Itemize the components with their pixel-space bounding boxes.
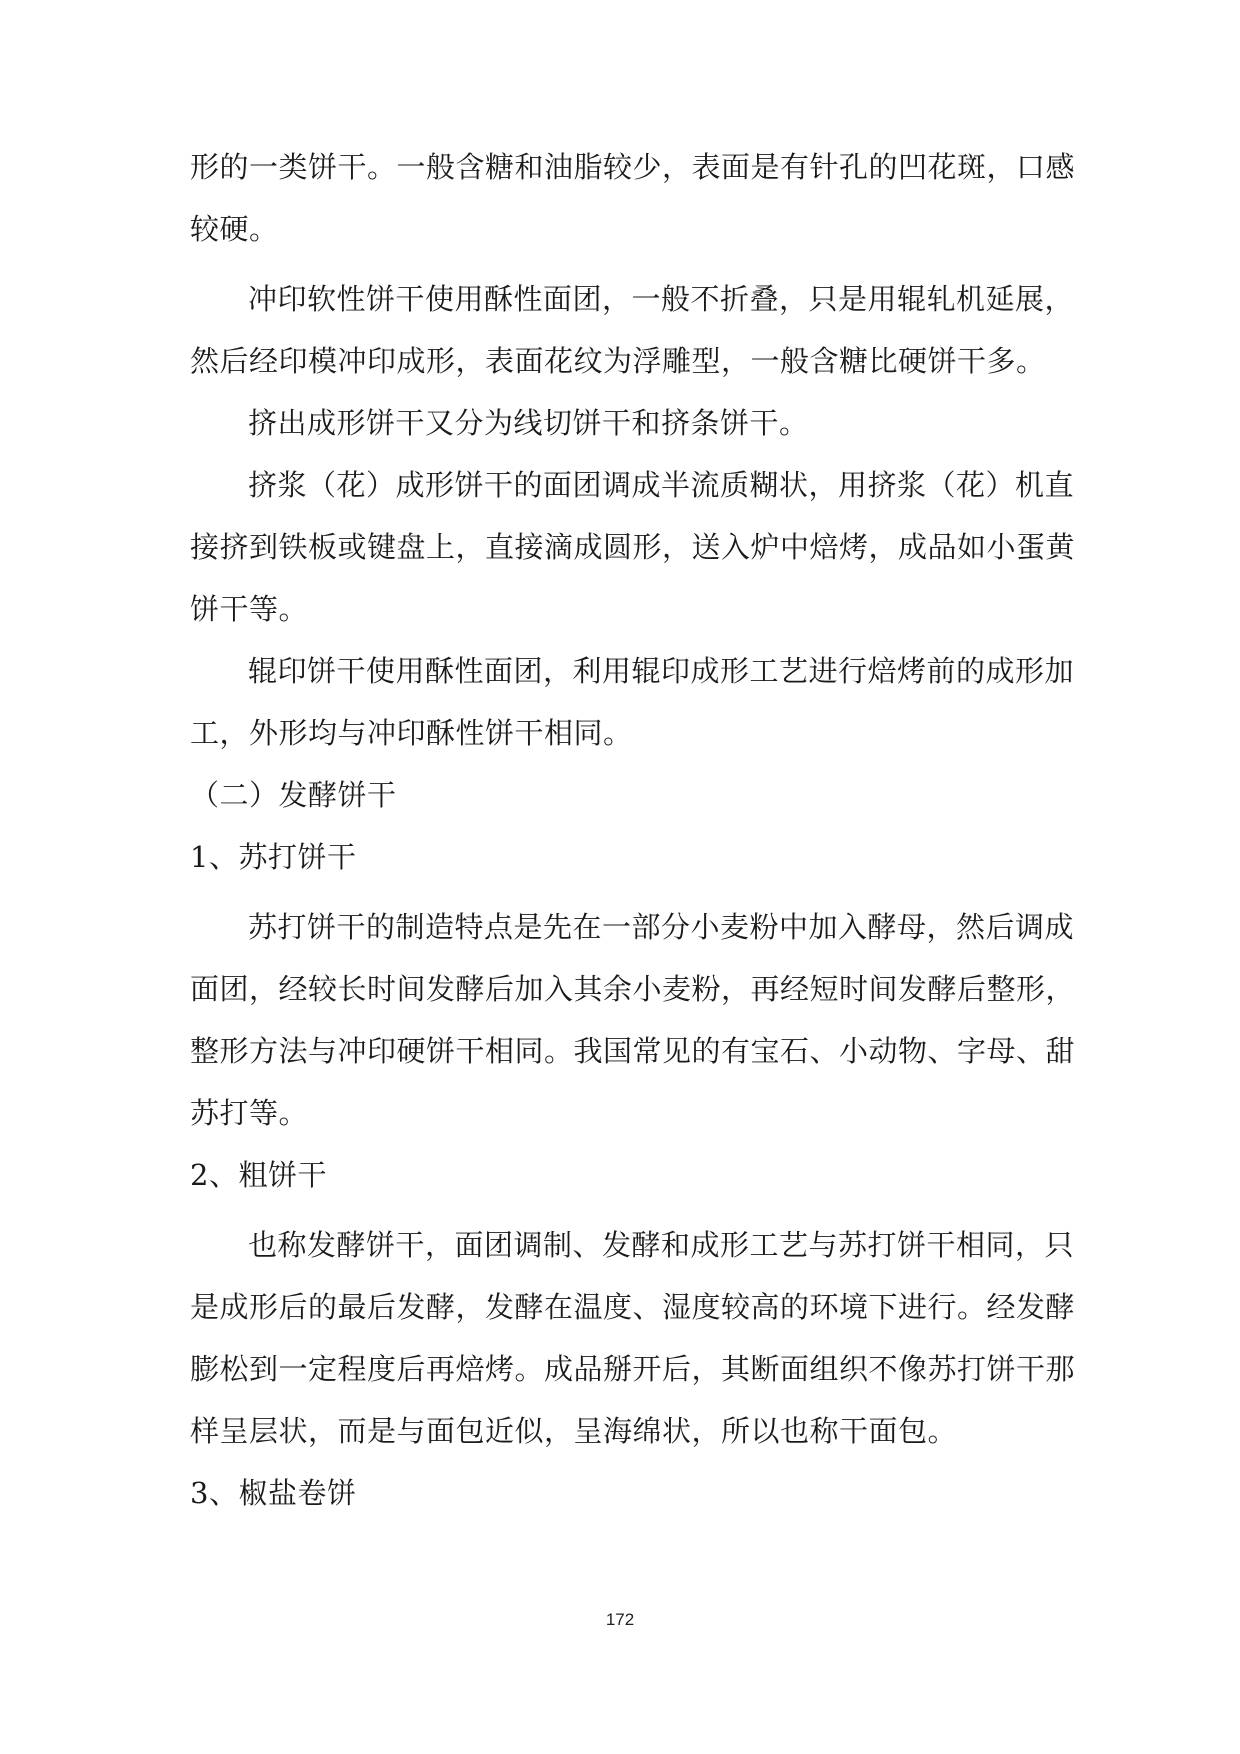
paragraph-line: 也称发酵饼干，面团调制、发酵和成形工艺与苏打饼干相同，只 bbox=[248, 1228, 1075, 1262]
page-number: 172 bbox=[605, 1610, 635, 1629]
subsection-heading: 1、苏打饼干 bbox=[190, 840, 357, 874]
paragraph-line: 辊印饼干使用酥性面团，利用辊印成形工艺进行焙烤前的成形加 bbox=[248, 654, 1075, 688]
body-text bbox=[190, 136, 1076, 1524]
paragraph-line: 然后经印模冲印成形，表面花纹为浮雕型，一般含糖比硬饼干多。 bbox=[190, 344, 1046, 378]
paragraph-line: 面团，经较长时间发酵后加入其余小麦粉，再经短时间发酵后整形， bbox=[190, 972, 1076, 1006]
paragraph-line: 整形方法与冲印硬饼干相同。我国常见的有宝石、小动物、字母、甜 bbox=[190, 1034, 1076, 1068]
paragraph-line: 苏打饼干的制造特点是先在一部分小麦粉中加入酵母，然后调成 bbox=[248, 910, 1075, 944]
paragraph-line: 是成形后的最后发酵，发酵在温度、湿度较高的环境下进行。经发酵 bbox=[190, 1290, 1076, 1324]
paragraph-line: 挤浆（花）成形饼干的面团调成半流质糊状，用挤浆（花）机直 bbox=[248, 468, 1075, 502]
paragraph-line: 工，外形均与冲印酥性饼干相同。 bbox=[190, 716, 633, 750]
paragraph-line: 挤出成形饼干又分为线切饼干和挤条饼干。 bbox=[248, 406, 809, 440]
subsection-heading: 2、粗饼干 bbox=[190, 1158, 327, 1192]
paragraph-line: 苏打等。 bbox=[190, 1096, 309, 1130]
paragraph-line: 膨松到一定程度后再焙烤。成品掰开后，其断面组织不像苏打饼干那 bbox=[190, 1352, 1076, 1386]
paragraph-line: 较硬。 bbox=[190, 212, 279, 246]
paragraph-line: 接挤到铁板或键盘上，直接滴成圆形，送入炉中焙烤，成品如小蛋黄 bbox=[190, 530, 1076, 564]
subsection-heading: 3、椒盐卷饼 bbox=[190, 1476, 357, 1510]
paragraph-line: 饼干等。 bbox=[190, 592, 309, 626]
paragraph-line: 冲印软性饼干使用酥性面团，一般不折叠，只是用辊轧机延展， bbox=[248, 282, 1075, 316]
paragraph-line: 形的一类饼干。一般含糖和油脂较少，表面是有针孔的凹花斑，口感 bbox=[190, 150, 1076, 184]
paragraph-line: 样呈层状，而是与面包近似，呈海绵状，所以也称干面包。 bbox=[190, 1414, 958, 1448]
section-heading: （二）发酵饼干 bbox=[190, 778, 397, 812]
